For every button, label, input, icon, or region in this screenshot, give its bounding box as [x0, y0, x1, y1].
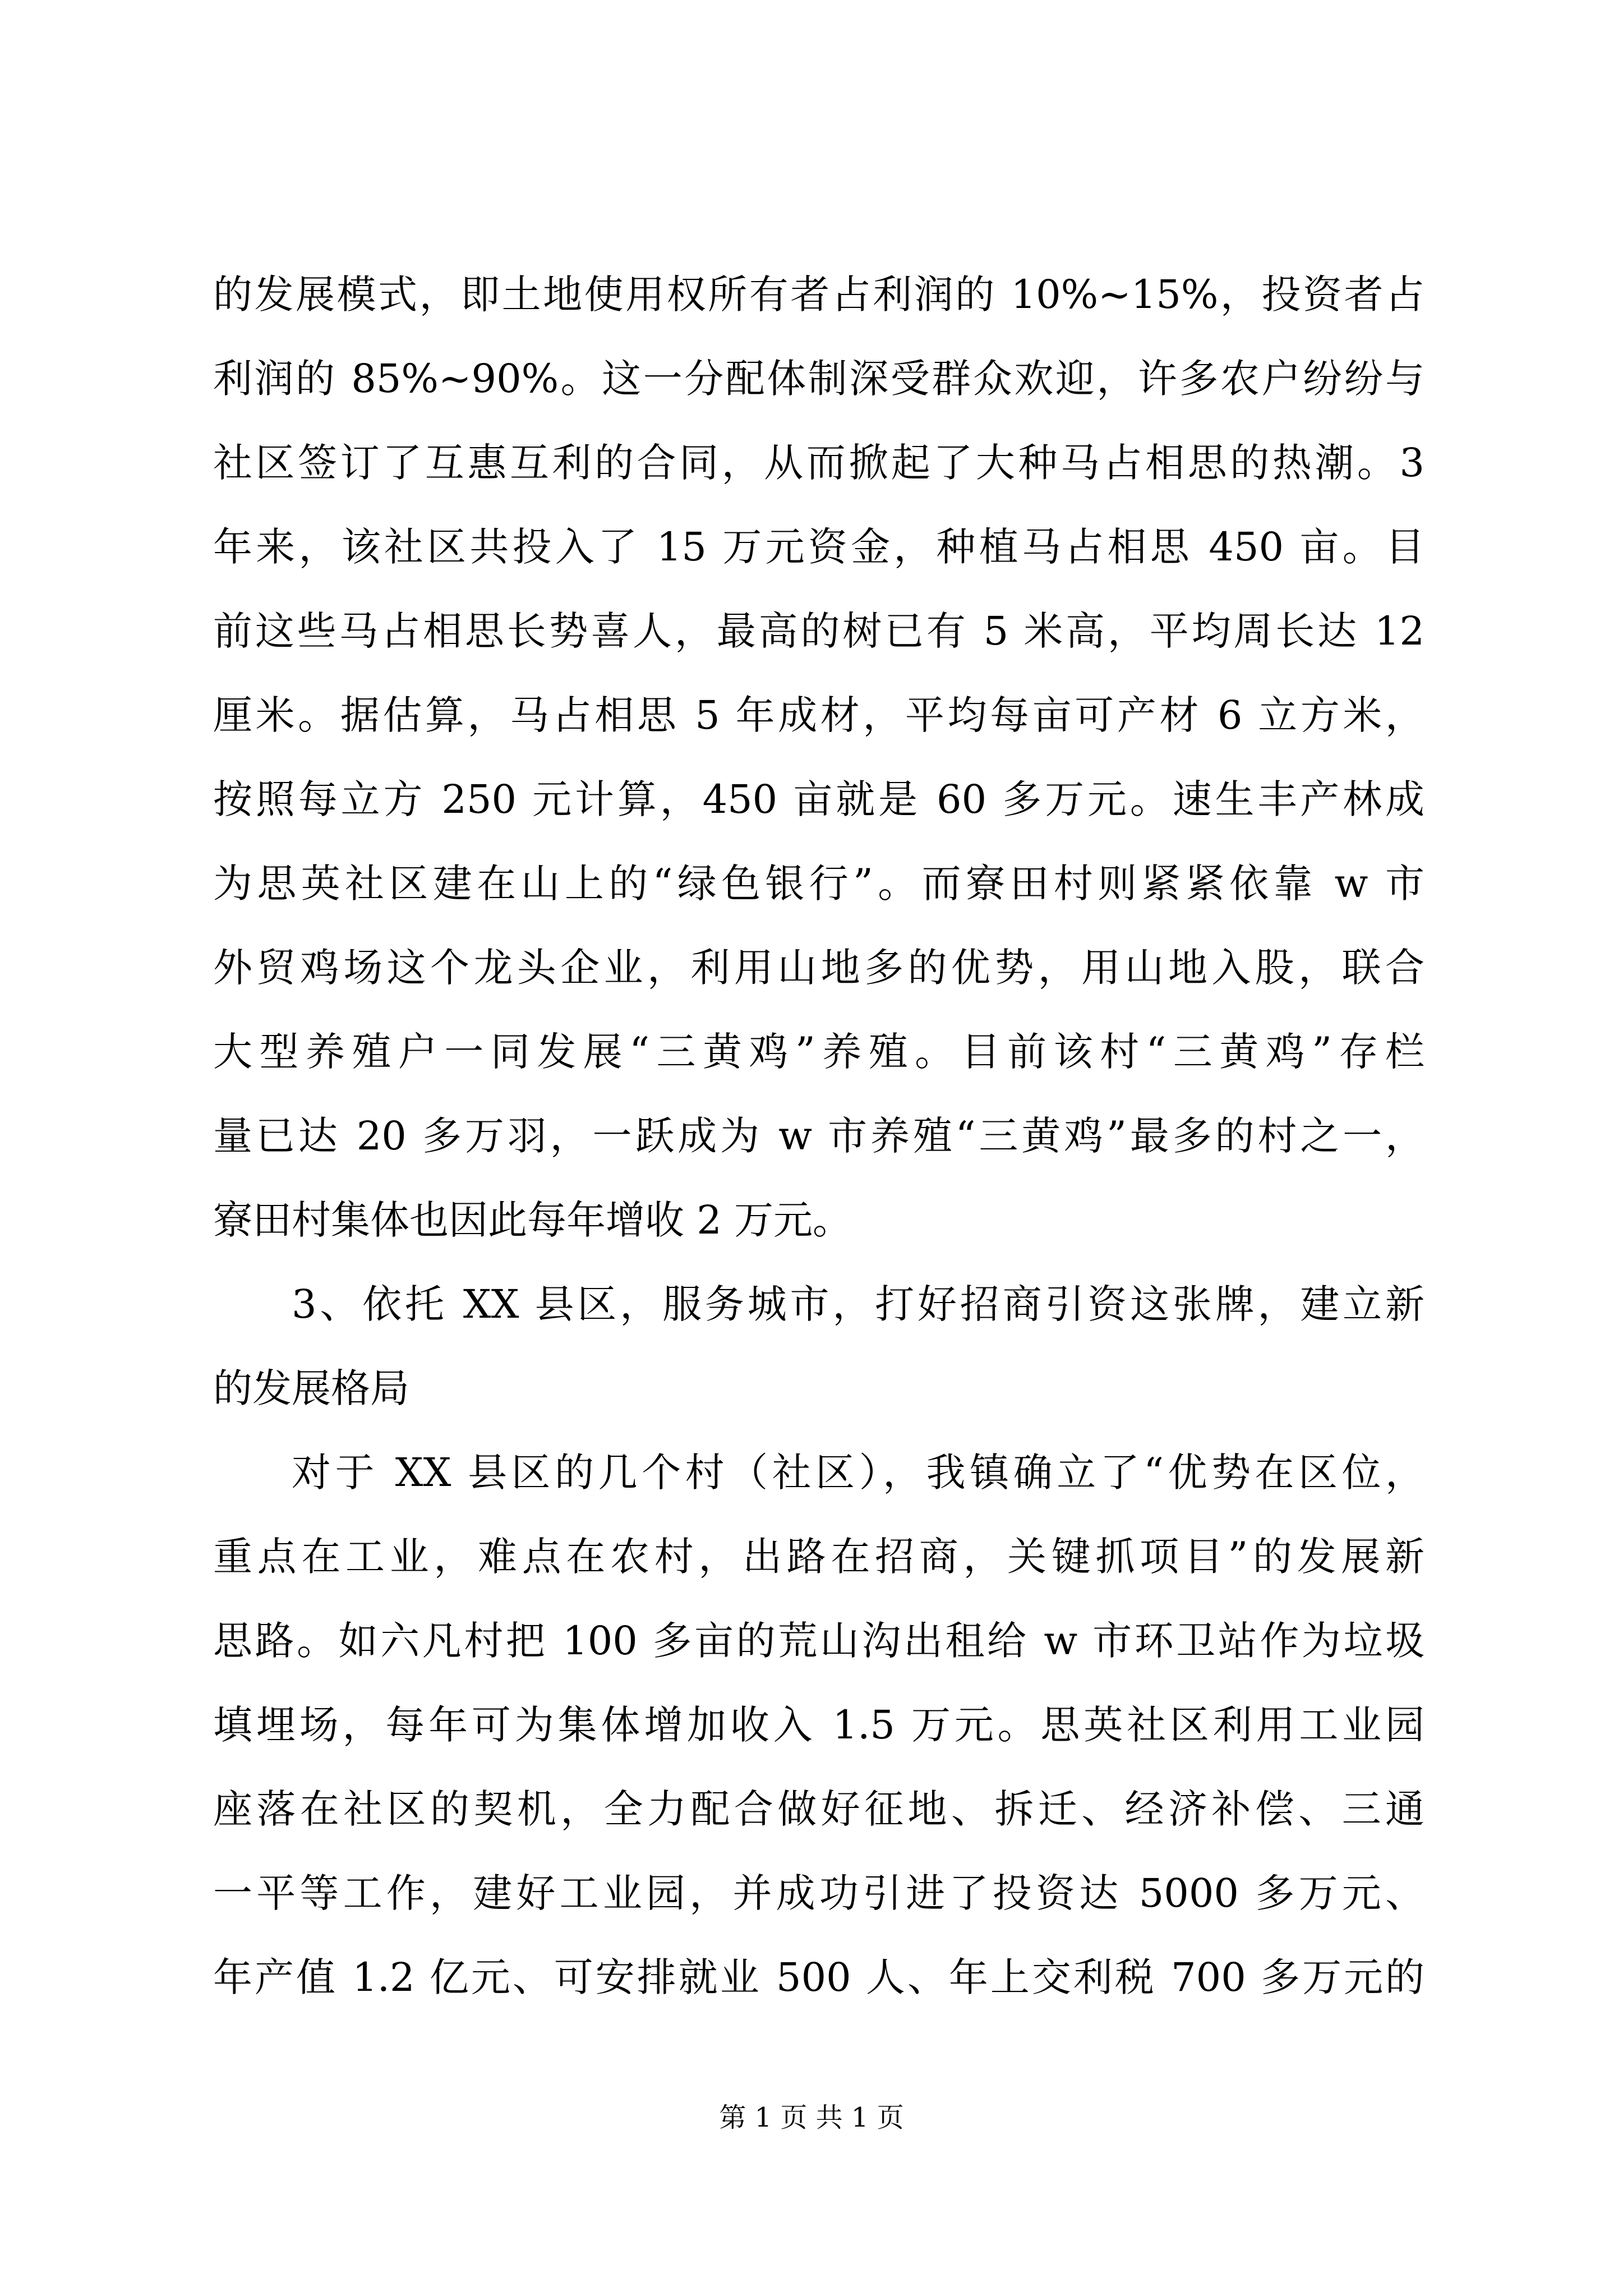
text-line: 利润的 85%~90%。这一分配体制深受群众欢迎，许多农户纷纷与	[213, 356, 1424, 402]
text-line: 社区签订了互惠互利的合同，从而掀起了大种马占相思的热潮。3	[213, 440, 1424, 486]
page-footer: 第 1 页 共 1 页	[719, 2102, 904, 2133]
text-line: 前这些马占相思长势喜人，最高的树已有 5 米高，平均周长达 12	[213, 608, 1424, 654]
text-line: 厘米。据估算，马占相思 5 年成材，平均每亩可产材 6 立方米，	[213, 692, 1424, 738]
body-text	[213, 252, 1424, 2019]
text-line: 为思英社区建在山上的“绿色银行”。而寮田村则紧紧依靠 w 市	[213, 861, 1424, 907]
section-heading-line: 3、依托 XX 县区，服务城市，打好招商引资这张牌，建立新	[292, 1281, 1424, 1327]
text-line: 量已达 20 多万羽，一跃成为 w 市养殖“三黄鸡”最多的村之一，	[213, 1113, 1424, 1159]
text-line: 一平等工作，建好工业园，并成功引进了投资达 5000 多万元、	[213, 1870, 1424, 1916]
text-line: 按照每立方 250 元计算，450 亩就是 60 多万元。速生丰产林成	[213, 776, 1424, 822]
text-line: 的发展模式，即土地使用权所有者占利润的 10%~15%，投资者占	[213, 272, 1424, 318]
text-line: 外贸鸡场这个龙头企业，利用山地多的优势，用山地入股，联合	[213, 945, 1424, 991]
section-heading-line: 的发展格局	[213, 1365, 409, 1411]
text-line: 年来，该社区共投入了 15 万元资金，种植马占相思 450 亩。目	[213, 524, 1424, 570]
text-line: 大型养殖户一同发展“三黄鸡”养殖。目前该村“三黄鸡”存栏	[213, 1029, 1424, 1075]
text-line: 寮田村集体也因此每年增收 2 万元。	[213, 1197, 852, 1243]
text-line: 思路。如六凡村把 100 多亩的荒山沟出租给 w 市环卫站作为垃圾	[213, 1618, 1424, 1664]
text-line: 座落在社区的契机，全力配合做好征地、拆迁、经济补偿、三通	[213, 1786, 1424, 1832]
text-line: 年产值 1.2 亿元、可安排就业 500 人、年上交利税 700 多万元的	[213, 1954, 1424, 2000]
text-line: 对于 XX 县区的几个村（社区），我镇确立了“优势在区位，	[292, 1450, 1424, 1496]
text-line: 重点在工业，难点在农村，出路在招商，关键抓项目”的发展新	[213, 1534, 1424, 1580]
text-line: 填埋场，每年可为集体增加收入 1.5 万元。思英社区利用工业园	[213, 1702, 1424, 1748]
